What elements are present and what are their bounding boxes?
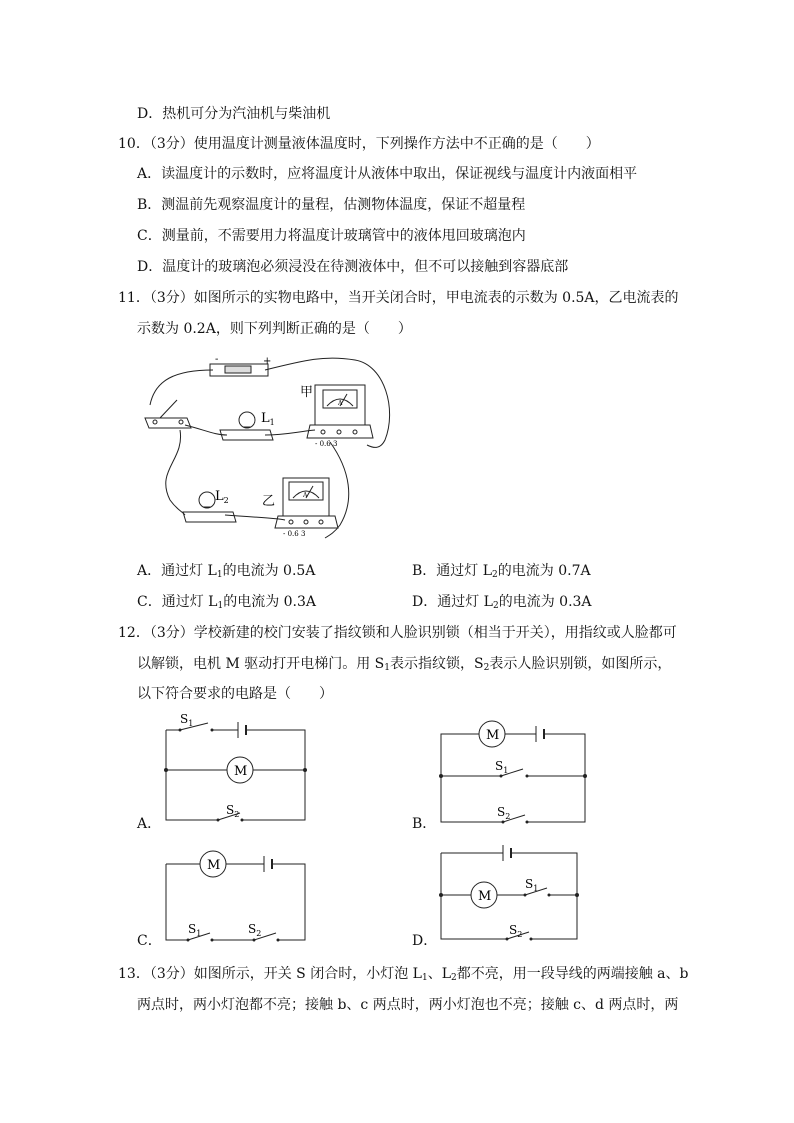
motor-label: M (478, 889, 492, 904)
q13-stem-line2: 两点时，两小灯泡都不亮；接触 b、c 两点时，两小灯泡也不亮；接触 c、d 两点时，两 (137, 997, 679, 1013)
battery-plus-label: + (263, 356, 272, 367)
ammeter-yi-terminals: - 0.6 3 (283, 530, 306, 538)
l1-label: $L_1$ (261, 411, 275, 427)
q11-stem-line2: 示数为 0.2A，则下列判断正确的是（ ） (137, 321, 412, 337)
l2-label: $L_2$ (215, 489, 229, 505)
q12-circuit-d (435, 845, 585, 947)
q10-option-a: A．读温度计的示数时，应将温度计从液体中取出，保证视线与温度计内液面相平 (137, 166, 638, 182)
ammeter-jia-label: 甲 (300, 385, 314, 400)
q11-circuit-figure (135, 350, 400, 550)
q10-option-b: B．测温前先观察温度计的量程，估测物体温度，保证不超量程 (137, 197, 526, 213)
q11-option-b: B．通过灯 $L_2$的电流为 0.7A (412, 563, 591, 580)
q12-stem-line3: 以下符合要求的电路是（ ） (137, 686, 333, 702)
q9-option-d: D．热机可分为汽油机与柴油机 (137, 106, 331, 122)
s2-label: $S_2$ (509, 923, 523, 939)
q12-circuit-a (160, 710, 310, 830)
battery-minus-label: - (215, 354, 219, 365)
motor-label: M (207, 858, 221, 873)
q11-option-c: C．通过灯 $L_1$的电流为 0.3A (137, 594, 317, 611)
q10-stem: 10．（3分）使用温度计测量液体温度时，下列操作方法中不正确的是（ ） (118, 136, 600, 152)
q11-option-a: A．通过灯 $L_1$的电流为 0.5A (137, 563, 316, 580)
s1-label: $S_1$ (188, 922, 202, 938)
q12-circuit-c (160, 848, 310, 948)
q12-stem-line2: 以解锁，电机 M 驱动打开电梯门。用 $S_1$表示指纹锁，$S_2$表示人脸识别锁，如图所示， (137, 656, 672, 673)
ammeter-jia-terminals: - 0.6 3 (315, 440, 338, 448)
q12-option-b-label: B． (412, 816, 437, 832)
q11-stem-line1: 11．（3分）如图所示的实物电路中，当开关闭合时，甲电流表的示数为 0.5A，乙电流表的 (118, 290, 679, 306)
q12-option-c-label: C． (137, 933, 162, 949)
s2-label: $S_2$ (497, 805, 511, 821)
q10-option-d: D．温度计的玻璃泡必须浸没在待测液体中，但不可以接触到容器底部 (137, 259, 569, 275)
s2-label: $S_2$ (248, 922, 262, 938)
s1-label: $S_1$ (180, 712, 194, 728)
ammeter-yi-label: 乙 (262, 494, 276, 509)
q10-option-c: C．测量前，不需要用力将温度计玻璃管中的液体甩回玻璃泡内 (137, 228, 526, 244)
ammeter-yi-unit: A (303, 492, 308, 499)
q12-option-a-label: A． (137, 816, 162, 832)
motor-label: M (486, 728, 500, 743)
q12-stem-line1: 12．（3分）学校新建的校门安装了指纹锁和人脸识别锁（相当于开关），用指纹或人脸都可 (118, 625, 677, 641)
q11-option-d: D．通过灯 $L_2$的电流为 0.3A (412, 594, 592, 611)
s2-label: $S_2$ (226, 803, 240, 819)
s1-label: $S_1$ (495, 759, 509, 775)
q12-option-d-label: D． (412, 933, 438, 949)
ammeter-jia-unit: A (338, 400, 343, 407)
motor-label: M (234, 764, 248, 779)
q12-circuit-b (435, 720, 590, 830)
s1-label: $S_1$ (525, 877, 539, 893)
q13-stem-line1: 13．（3分）如图所示，开关 S 闭合时，小灯泡 $L_1$、$L_2$都不亮，用一段导线的两端接触 a、b (118, 966, 689, 983)
